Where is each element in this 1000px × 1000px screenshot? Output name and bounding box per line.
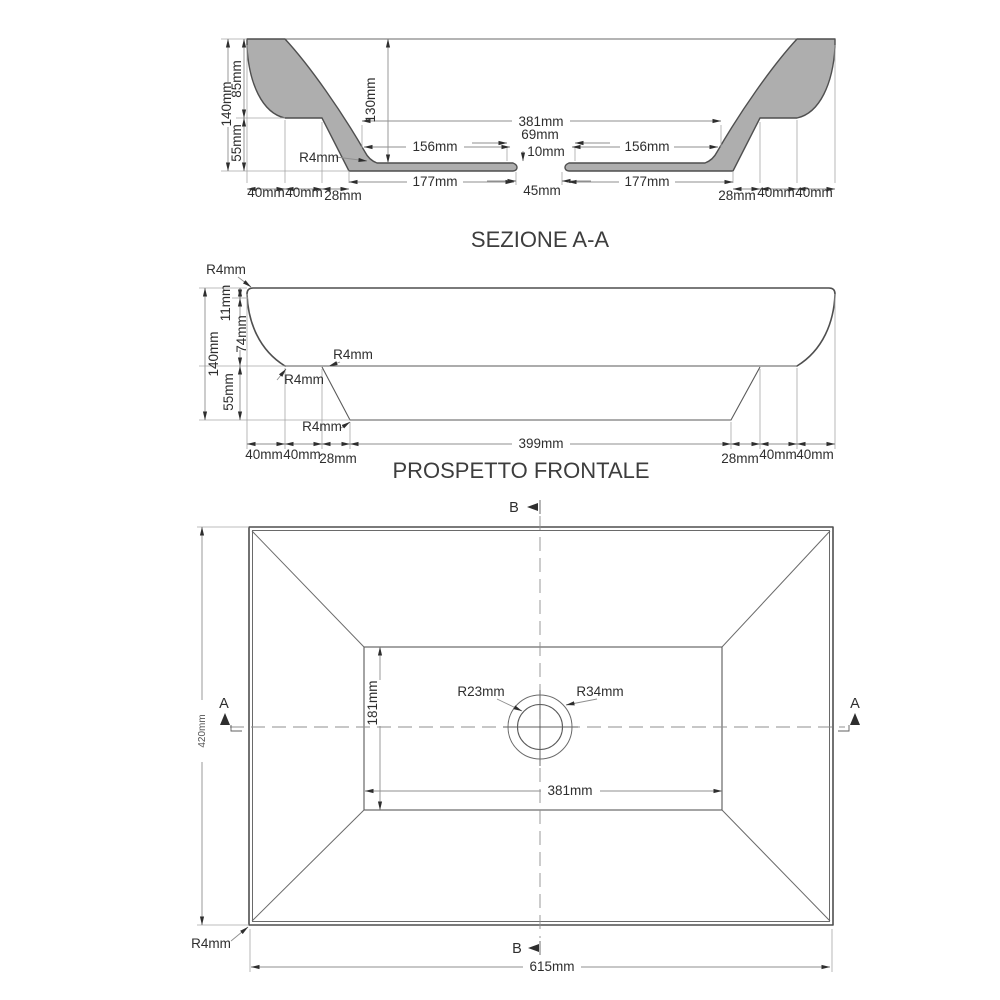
dim-28-front-left: 28mm xyxy=(319,451,357,466)
dim-40-front-right-2: 40mm xyxy=(796,447,834,462)
section-label-a-right: A xyxy=(850,696,860,712)
front-base-outline xyxy=(322,367,760,420)
dim-width-177-left: 177mm xyxy=(412,174,458,189)
section-left-wall-profile xyxy=(247,39,517,171)
section-arrow-a-left xyxy=(220,713,230,725)
plan-outer-rim-rect xyxy=(249,527,833,925)
dim-inner-181: 181mm xyxy=(365,680,380,726)
front-dimension-lines xyxy=(205,277,835,444)
plan-basin-floor-rect xyxy=(364,647,722,810)
dim-40-right-2: 40mm xyxy=(795,185,833,200)
radius-label-r4-bottom: R4mm xyxy=(302,419,342,434)
section-marker-a-left xyxy=(219,696,242,731)
plan-extension-lines xyxy=(197,527,832,972)
dim-height-130: 130mm xyxy=(363,77,378,123)
plan-view xyxy=(191,500,860,974)
section-label-b-bottom: B xyxy=(512,941,522,957)
dim-height-85: 85mm xyxy=(229,60,244,98)
plan-corner-slope-lines xyxy=(252,531,830,921)
dim-40-left-1: 40mm xyxy=(247,185,285,200)
section-marker-b-bottom xyxy=(512,941,540,957)
section-view-title: SEZIONE A-A xyxy=(470,227,610,252)
section-arrow-b-bottom xyxy=(528,944,539,952)
radius-label-r4-corner: R4mm xyxy=(284,372,324,387)
front-view xyxy=(199,262,835,483)
radius-label-r34: R34mm xyxy=(576,684,624,699)
dim-40-right-1: 40mm xyxy=(757,185,795,200)
dim-height-55: 55mm xyxy=(229,124,244,162)
dim-width-45: 45mm xyxy=(523,183,561,198)
dim-40-front-left-2: 40mm xyxy=(283,447,321,462)
dim-40-left-2: 40mm xyxy=(285,185,323,200)
dim-inner-381: 381mm xyxy=(547,783,593,798)
dim-height-140-front: 140mm xyxy=(206,331,221,377)
section-marker-a-right xyxy=(838,696,860,731)
dim-depth-420: 420mm xyxy=(197,714,208,748)
dim-width-615: 615mm xyxy=(529,959,575,974)
dim-28-left: 28mm xyxy=(324,188,362,203)
dim-height-55-front: 55mm xyxy=(221,373,236,411)
front-extension-lines xyxy=(199,288,835,449)
section-marker-b-top xyxy=(509,500,540,516)
dim-height-140: 140mm xyxy=(219,81,234,127)
section-arrow-a-right xyxy=(850,713,860,725)
dim-28-right: 28mm xyxy=(718,188,756,203)
dim-thickness-10: 10mm xyxy=(527,144,565,159)
dim-40-front-right-1: 40mm xyxy=(759,447,797,462)
dim-40-front-left-1: 40mm xyxy=(245,447,283,462)
section-view xyxy=(219,39,835,252)
dim-height-74: 74mm xyxy=(234,315,249,353)
radius-label-r4-plan: R4mm xyxy=(191,936,231,951)
radius-label-r4-mid: R4mm xyxy=(333,347,373,362)
dim-width-156-right: 156mm xyxy=(624,139,670,154)
dim-width-156-left: 156mm xyxy=(412,139,458,154)
section-right-wall-profile xyxy=(565,39,835,171)
plan-dimension-lines xyxy=(202,527,830,967)
radius-label-r4-top: R4mm xyxy=(206,262,246,277)
section-arrow-b-top xyxy=(527,503,538,511)
dim-width-69: 69mm xyxy=(521,127,559,142)
section-label-b-top: B xyxy=(509,500,519,516)
dim-width-381: 381mm xyxy=(518,114,564,129)
section-label-a-left: A xyxy=(219,696,229,712)
radius-label-r4: R4mm xyxy=(299,150,339,165)
radius-label-r23: R23mm xyxy=(457,684,505,699)
front-view-title: PROSPETTO FRONTALE xyxy=(392,458,650,483)
dim-width-177-right: 177mm xyxy=(624,174,670,189)
plan-rim-inner-edge-rect xyxy=(253,531,830,922)
dim-height-11: 11mm xyxy=(218,284,233,322)
dim-28-front-right: 28mm xyxy=(721,451,759,466)
dim-width-399: 399mm xyxy=(518,436,564,451)
